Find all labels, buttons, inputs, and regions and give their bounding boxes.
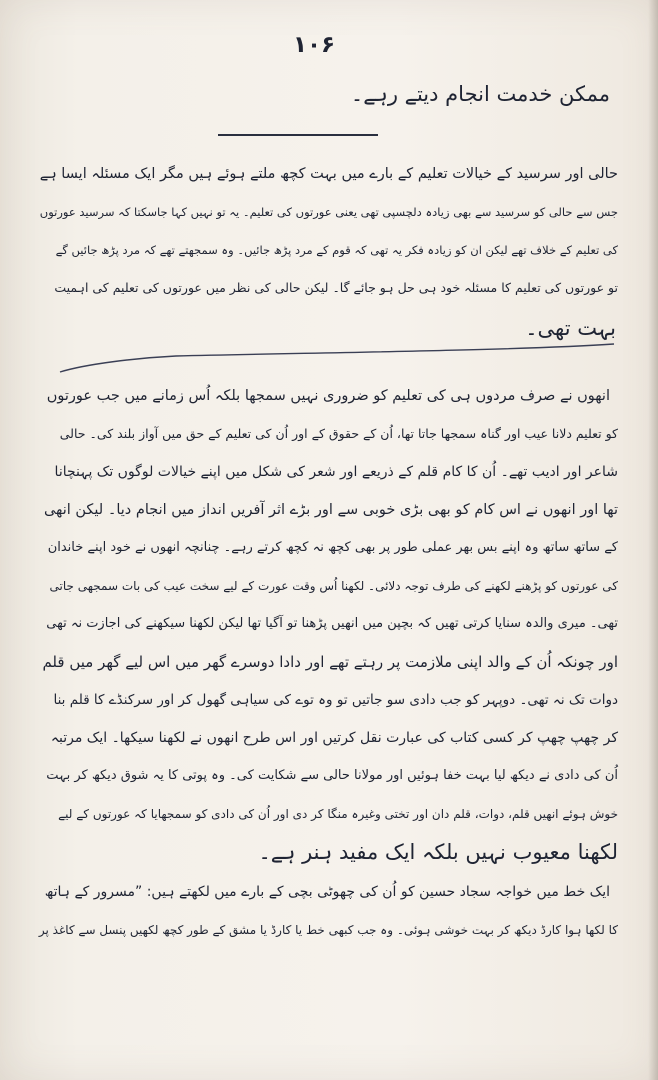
text-line: کی عورتوں کو پڑھنے لکھنے کی طرف توجہ دلائی۔ لکھنا اُس وقت عورت کے لیے سخت عیب کی بات سمجھی جاتی bbox=[49, 579, 618, 593]
text-line: حالی اور سرسید کے خیالات تعلیم کے بارے میں بہت کچھ ملتے ہوئے ہیں مگر ایک مسئلہ ایسا ہے bbox=[39, 166, 618, 182]
text-line: خوش ہوئے انھیں قلم، دوات، قلم دان اور تختی وغیرہ منگا کر دی اور اُن کی دادی کو سمجھایا کہ عورتوں کے لیے bbox=[58, 807, 618, 821]
text-line: انھوں نے صرف مردوں ہی کی تعلیم کو ضروری نہیں سمجھا بلکہ اُس زمانے میں جب عورتوں bbox=[46, 388, 610, 404]
text-line: ایک خط میں خواجہ سجاد حسین کو اُن کی چھوٹی بچی کے بارے میں لکھتے ہیں: ”مسرور کے ہاتھ bbox=[44, 884, 610, 900]
text-line: بہت تھی۔ bbox=[525, 316, 616, 340]
text-line: جس سے حالی کو سرسید سے بھی زیادہ دلچسپی تھی یعنی عورتوں کی تعلیم۔ یہ تو نہیں کہا جاسکتا کہ سرسید عورتوں bbox=[39, 205, 618, 219]
handwritten-underline bbox=[56, 342, 616, 382]
text-line: شاعر اور ادیب تھے۔ اُن کا کام قلم کے ذریعے اور شعر کی شکل میں اپنے خیالات لوگوں تک پہنچانا bbox=[54, 464, 618, 480]
section-separator bbox=[218, 134, 378, 136]
text-line: کا لکھا ہوا کارڈ دیکھ کر بہت خوشی ہوئی۔ وہ جب کبھی خط یا کارڈ یا مشق کے طور کچھ لکھیں پنسل سے کاغذ پر bbox=[38, 923, 618, 937]
text-line: دوات تک نہ تھی۔ دوپہر کو جب دادی سو جاتیں تو وہ توے کی سیاہی گھول کر اور سرکنڈے کا قلم بنا bbox=[53, 692, 618, 708]
page-number: ۱۰۶ bbox=[292, 32, 336, 58]
text-line: تھا اور انھوں نے اس کام کو بھی بڑی خوبی سے اور بڑے اثر آفریں انداز میں انجام دیا۔ لیکن انھی bbox=[43, 502, 618, 518]
page-gutter-shadow bbox=[648, 0, 658, 1080]
text-line: اُن کی دادی نے دیکھ لیا بہت خفا ہوئیں اور مولانا حالی سے شکایت کی۔ وہ پوتی کا یہ شوق دیکھ کر بہت bbox=[46, 768, 618, 783]
text-line: تھی۔ میری والدہ سنایا کرتی تھیں کہ بچپن میں انھیں پڑھنا تو آگیا تھا لیکن لکھنا سیکھنے کی اجازت نہ تھی bbox=[46, 616, 618, 631]
text-line: کی تعلیم کے خلاف تھے لیکن ان کو زیادہ فکر یہ تھی کہ قوم کے مرد پڑھ جائیں۔ وہ سمجھتے تھے کہ مرد پڑھ جائیں گے bbox=[55, 243, 618, 257]
text-line: کر چھپ چھپ کر کسی کتاب کی عبارت نقل کرتیں اور اس طرح انھوں نے لکھنا سیکھا۔ ایک مرتبہ bbox=[50, 730, 618, 746]
text-line: لکھنا معیوب نہیں بلکہ ایک مفید ہنر ہے۔ bbox=[258, 840, 618, 864]
text-line: تو عورتوں کی تعلیم کا مسئلہ خود ہی حل ہو جائے گا۔ لیکن حالی کی نظر میں عورتوں کی تعلیم کی اہمیت bbox=[54, 280, 618, 295]
continuation-line: ممکن خدمت انجام دیتے رہے۔ bbox=[350, 82, 610, 106]
text-line: کے ساتھ ساتھ وہ اپنے بس بھر عملی طور پر بھی کچھ نہ کچھ کرتے رہے۔ چنانچہ انھوں نے خود اپنے خاندان bbox=[47, 540, 618, 555]
text-line: اور چونکہ اُن کے والد اپنی ملازمت پر رہتے تھے اور دادا دوسرے گھر میں اس لیے گھر میں قلم bbox=[42, 653, 618, 671]
text-line: کو تعلیم دلانا عیب اور گناہ سمجھا جاتا تھا، اُن کے حقوق کے اور اُن کی تعلیم کے حق میں آواز بلند کی۔ حالی bbox=[59, 426, 618, 441]
